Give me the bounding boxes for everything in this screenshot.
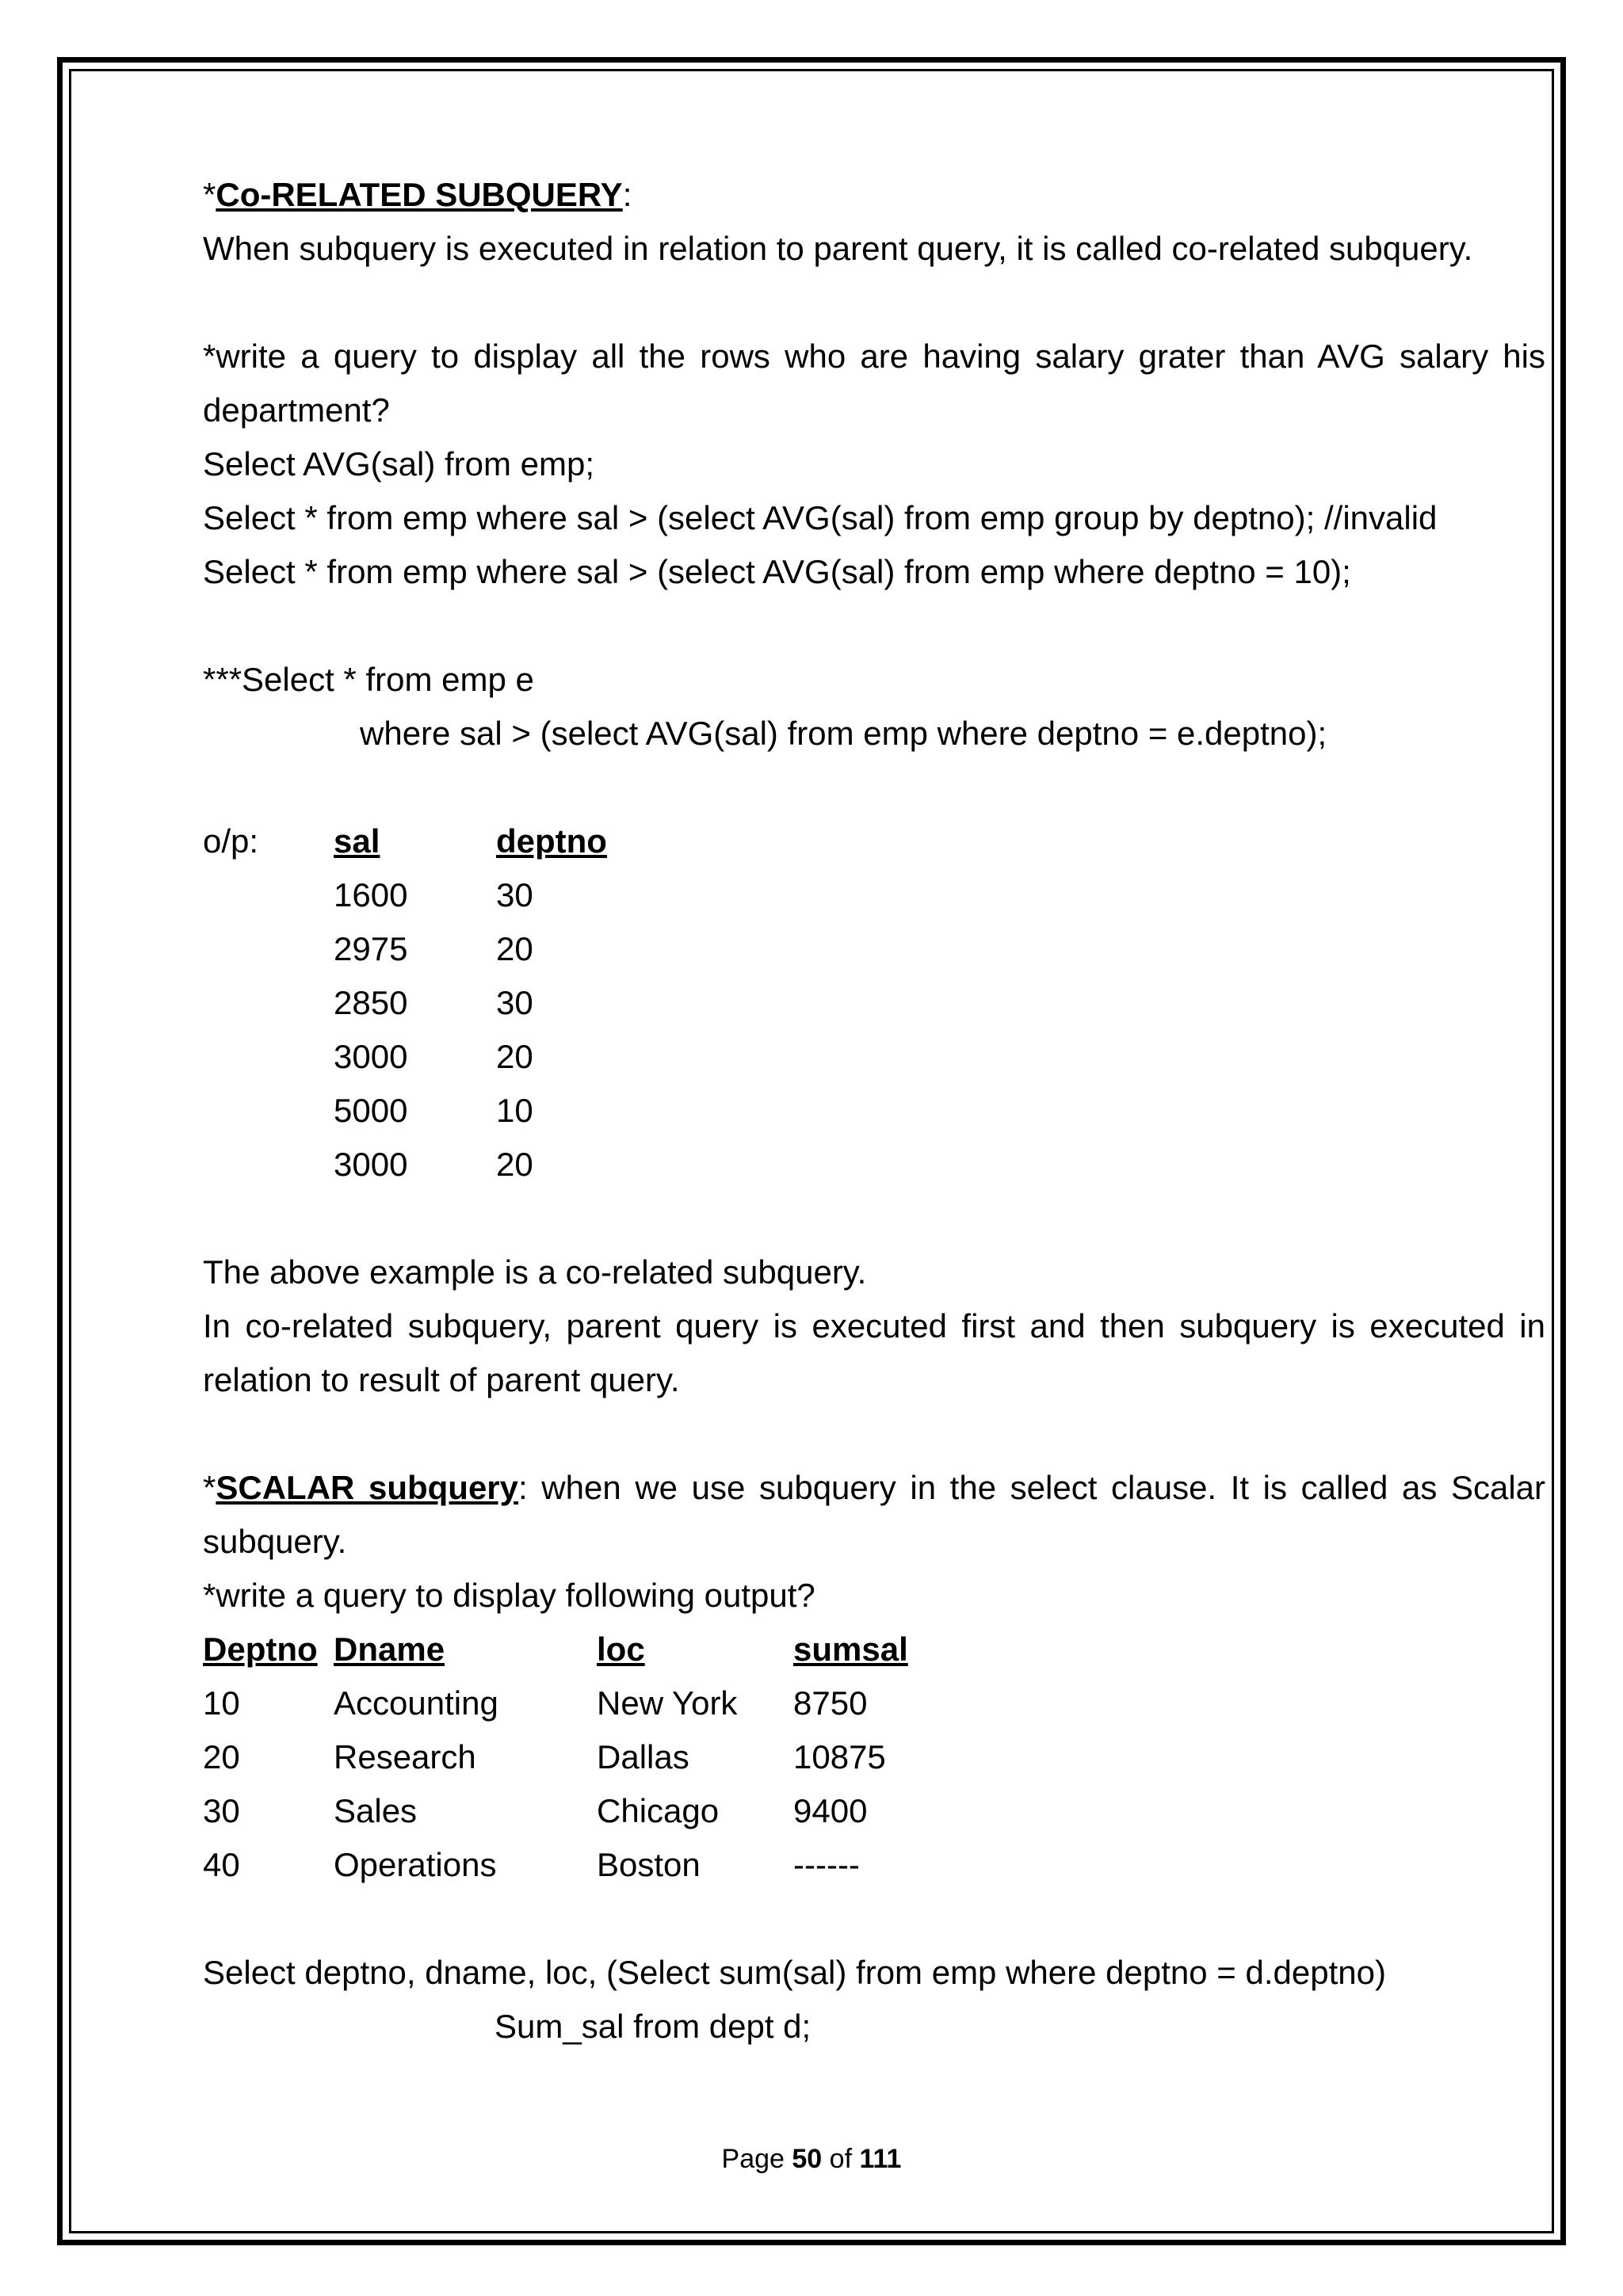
output-cell-sal: 3000 [334, 1038, 408, 1075]
output-cell-sal: 2975 [334, 930, 408, 967]
question-1: *write a query to display all the rows who are having salary grater than AVG salary his department? [203, 338, 1545, 429]
output-row [203, 1138, 1545, 1192]
section-heading-corelated: *Co-RELATED SUBQUERY: [203, 176, 632, 213]
output-cell-sal: 3000 [334, 1146, 408, 1183]
dept-table-row [203, 1838, 1545, 1892]
output-row [203, 976, 1545, 1030]
of-word: of [829, 2144, 853, 2174]
dept-header-loc: loc [597, 1630, 645, 1668]
page-number: 50 [792, 2144, 823, 2174]
code-line: Select AVG(sal) from emp; [203, 445, 595, 482]
output-header-sal: sal [334, 822, 380, 860]
output-cell-deptno: 20 [496, 1038, 533, 1075]
dept-table-row [203, 1730, 1545, 1784]
dept-table-row [203, 1784, 1545, 1838]
dept-cell: Boston [597, 1846, 701, 1883]
code-line: Select * from emp where sal > (select AVG(sal) from emp where deptno = 10); [203, 553, 1351, 590]
heading-text: SCALAR subquery [216, 1469, 519, 1506]
dept-cell: New York [597, 1684, 738, 1722]
dept-cell: Accounting [334, 1684, 498, 1722]
output-row [203, 868, 1545, 922]
code-line-indented: Sum_sal from dept d; [495, 2008, 812, 2045]
output-row [203, 1084, 1545, 1138]
output-cell-sal: 2850 [334, 984, 408, 1021]
dept-cell: 40 [203, 1846, 240, 1883]
page-word: Page [721, 2144, 785, 2174]
output-cell-sal: 1600 [334, 876, 408, 913]
dept-cell: 9400 [793, 1792, 868, 1829]
dept-table-row [203, 1676, 1545, 1730]
page-content [203, 168, 1545, 2054]
output-header-row [203, 814, 1545, 868]
scalar-definition: : when we use subquery in the select clause. It is called as Scalar subquery. [203, 1469, 1545, 1560]
heading-text: Co-RELATED SUBQUERY [216, 176, 623, 213]
section-heading-scalar: *SCALAR subquery: when we use subquery in the select clause. It is called as Scalar subquery. [203, 1469, 1545, 1560]
output-label: o/p: [203, 822, 259, 860]
output-cell-deptno: 20 [496, 1146, 533, 1183]
total-pages: 111 [859, 2144, 902, 2174]
dept-cell: Dallas [597, 1738, 689, 1775]
code-line: Select deptno, dname, loc, (Select sum(sal) from emp where deptno = d.deptno) [203, 1954, 1386, 1991]
dept-cell: Operations [334, 1846, 497, 1883]
dept-cell: 30 [203, 1792, 240, 1829]
output-cell-deptno: 10 [496, 1092, 533, 1129]
corelated-definition: When subquery is executed in relation to parent query, it is called co-related subquery. [203, 230, 1473, 267]
dept-cell: 10875 [793, 1738, 886, 1775]
output-cell-deptno: 30 [496, 984, 533, 1021]
explanation-line-2: In co-related subquery, parent query is executed first and then subquery is executed in relation to result of parent query. [203, 1307, 1545, 1398]
output-cell-deptno: 20 [496, 930, 533, 967]
explanation-line-1: The above example is a co-related subquery. [203, 1253, 867, 1291]
code-line-indented: where sal > (select AVG(sal) from emp where deptno = e.deptno); [360, 715, 1327, 752]
output-row [203, 1030, 1545, 1084]
output-row [203, 922, 1545, 976]
dept-cell: ------ [793, 1846, 860, 1883]
dept-cell: Chicago [597, 1792, 720, 1829]
code-line: Select * from emp where sal > (select AVG(sal) from emp group by deptno); //invalid [203, 499, 1438, 536]
dept-cell: 20 [203, 1738, 240, 1775]
code-line: ***Select * from emp e [203, 661, 534, 698]
dept-header-dname: Dname [334, 1630, 445, 1668]
output-cell-sal: 5000 [334, 1092, 408, 1129]
dept-header-sumsal: sumsal [793, 1630, 908, 1668]
dept-cell: Sales [334, 1792, 418, 1829]
dept-table-header-row [203, 1623, 1545, 1676]
output-header-deptno: deptno [496, 822, 607, 860]
output-cell-deptno: 30 [496, 876, 533, 913]
dept-cell: 8750 [793, 1684, 868, 1722]
dept-cell: 10 [203, 1684, 240, 1722]
page-footer [0, 2142, 1623, 2176]
dept-header-deptno: Deptno [203, 1630, 318, 1668]
question-2: *write a query to display following output? [203, 1577, 815, 1614]
dept-cell: Research [334, 1738, 476, 1775]
